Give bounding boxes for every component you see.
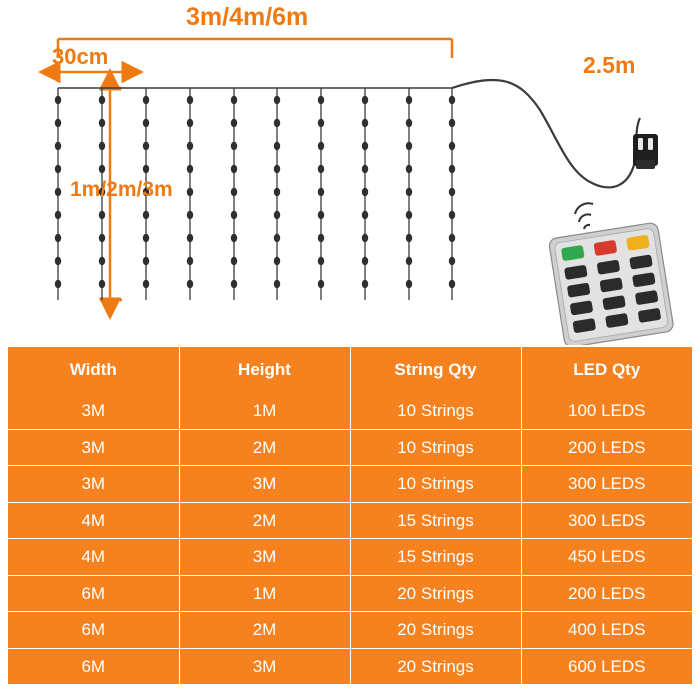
cell-string-qty: 20 Strings: [350, 648, 521, 684]
table-row: [8, 648, 692, 684]
cell-height: 3M: [179, 466, 350, 503]
cell-width: 3M: [8, 429, 179, 466]
cell-height: 3M: [179, 539, 350, 576]
cell-string-qty: 20 Strings: [350, 612, 521, 649]
height-dimension-label: 1m/2m/3m: [70, 178, 173, 201]
cell-height: 2M: [179, 429, 350, 466]
table-row: [8, 612, 692, 649]
cell-width: 4M: [8, 502, 179, 539]
column-header-width: Width: [8, 347, 179, 393]
cell-height: 1M: [179, 393, 350, 429]
column-header-string-qty: String Qty: [350, 347, 521, 393]
cell-height: 1M: [179, 575, 350, 612]
cell-led-qty: 300 LEDS: [521, 466, 692, 503]
column-header-height: Height: [179, 347, 350, 393]
cell-led-qty: 450 LEDS: [521, 539, 692, 576]
cell-led-qty: 200 LEDS: [521, 429, 692, 466]
lead-wire: [452, 80, 640, 187]
table-row: [8, 393, 692, 429]
cell-led-qty: 200 LEDS: [521, 575, 692, 612]
cell-width: 4M: [8, 539, 179, 576]
cell-string-qty: 15 Strings: [350, 502, 521, 539]
width-dimension-label: 3m/4m/6m: [186, 3, 309, 31]
table-row: [8, 502, 692, 539]
cell-string-qty: 10 Strings: [350, 393, 521, 429]
column-header-led-qty: LED Qty: [573, 360, 641, 379]
cell-height: 2M: [179, 612, 350, 649]
usb-plug: [633, 134, 658, 169]
cell-led-qty: 400 LEDS: [521, 612, 692, 649]
cell-width: 6M: [8, 648, 179, 684]
cell-string-qty: 20 Strings: [350, 575, 521, 612]
width-dimension: [58, 39, 452, 58]
cell-width: 6M: [8, 612, 179, 649]
cell-height: 2M: [179, 502, 350, 539]
table-row: [8, 539, 692, 576]
cell-string-qty: 10 Strings: [350, 429, 521, 466]
cell-width: 6M: [8, 575, 179, 612]
table-row: [8, 575, 692, 612]
cell-width: 3M: [8, 466, 179, 503]
cell-height: 3M: [179, 648, 350, 684]
table-row: [8, 466, 692, 503]
lead-wire-label: 2.5m: [583, 52, 636, 78]
cell-width: 3M: [8, 393, 179, 429]
table-row: [8, 429, 692, 466]
led-curtain-diagram: [0, 0, 700, 345]
specification-table: [8, 347, 692, 684]
cell-led-qty: 300 LEDS: [521, 502, 692, 539]
cell-string-qty: 10 Strings: [350, 466, 521, 503]
spacing-dimension-label: 30cm: [52, 44, 109, 69]
table-header-row: [8, 347, 692, 393]
cell-led-qty: 100 LEDS: [521, 393, 692, 429]
cell-string-qty: 15 Strings: [350, 539, 521, 576]
remote-control: [548, 222, 674, 345]
cell-led-qty: 600 LEDS: [568, 656, 646, 676]
rf-signal-icon: [575, 203, 593, 229]
